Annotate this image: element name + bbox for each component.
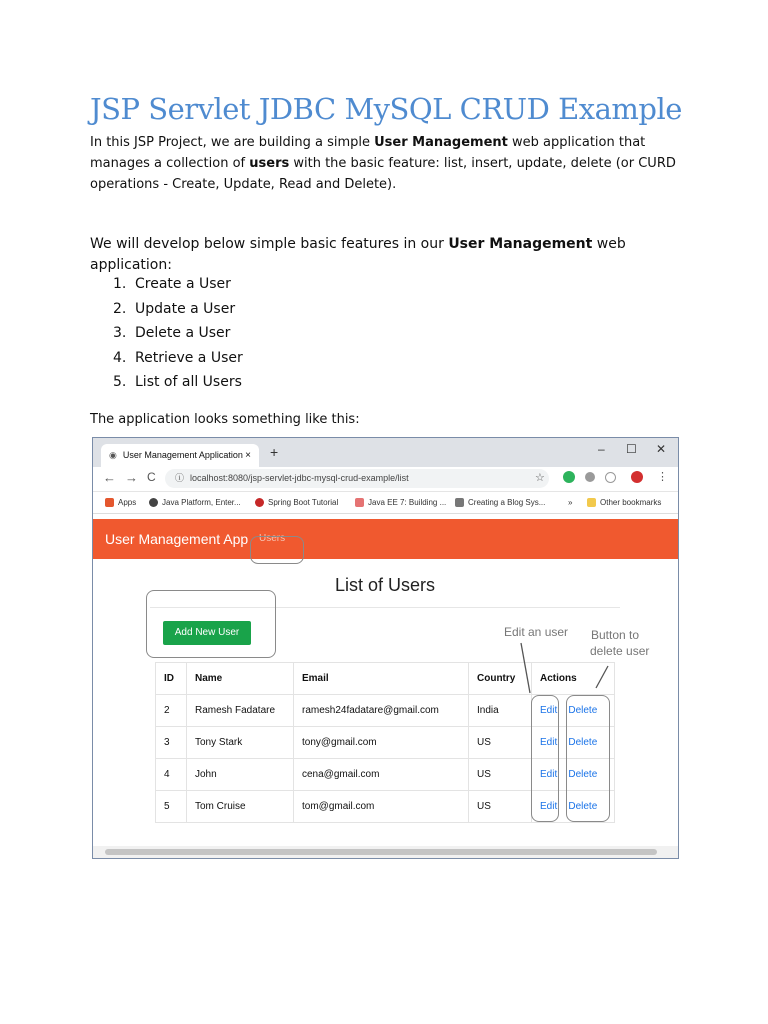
cell-email: cena@gmail.com <box>294 759 469 791</box>
column-header: Country <box>469 663 532 695</box>
delete-annotation-line1: Button to <box>591 628 640 642</box>
edit-arrow <box>521 643 530 693</box>
feature-list <box>113 272 243 395</box>
delete-link[interactable]: Delete <box>568 737 598 748</box>
cell-id: 3 <box>156 727 187 759</box>
other-bookmarks[interactable]: Other bookmarks <box>587 492 661 513</box>
browser-menu-icon[interactable]: ⋮ <box>657 471 668 483</box>
maximize-button[interactable]: ☐ <box>626 442 637 456</box>
edit-annotation: Edit an user <box>504 625 569 639</box>
delete-arrow <box>596 666 608 688</box>
bookmark-item[interactable]: Spring Boot Tutorial <box>255 492 338 513</box>
cell-email: tony@gmail.com <box>294 727 469 759</box>
cell-name: Tom Cruise <box>187 791 294 823</box>
edit-link[interactable]: Edit <box>540 705 558 716</box>
delete-link[interactable]: Delete <box>568 769 598 780</box>
cell-country: India <box>469 695 532 727</box>
bookmark-star-icon[interactable]: ☆ <box>535 472 545 484</box>
list-heading: List of Users <box>335 575 436 595</box>
browser-tab[interactable]: ◉ User Management Application × <box>101 444 259 467</box>
bookmark-item[interactable]: Java Platform, Enter... <box>149 492 241 513</box>
close-window-button[interactable]: ✕ <box>656 442 667 456</box>
app-looks-text: The application looks something like this: <box>90 412 360 427</box>
bookmark-apps[interactable]: Apps <box>105 492 136 513</box>
cell-name: John <box>187 759 294 791</box>
cell-name: Ramesh Fadatare <box>187 695 294 727</box>
reload-button[interactable]: C <box>147 470 156 484</box>
list-item: 3. Delete a User <box>113 325 231 341</box>
edit-link[interactable]: Edit <box>540 801 558 812</box>
column-header: ID <box>156 663 187 695</box>
forward-button[interactable]: → <box>125 470 138 485</box>
minimize-button[interactable]: – <box>598 442 605 456</box>
bookmark-item[interactable]: Java EE 7: Building ... <box>355 492 446 513</box>
page-title: JSP Servlet JDBC MySQL CRUD Example <box>90 92 682 126</box>
info-icon: ⓘ <box>175 473 185 483</box>
add-user-button[interactable]: Add New User <box>163 621 251 645</box>
back-button[interactable]: ← <box>103 470 116 485</box>
cell-name: Tony Stark <box>187 727 294 759</box>
delete-link[interactable]: Delete <box>568 705 598 716</box>
nav-users[interactable]: Users <box>259 533 286 544</box>
column-header: Actions <box>532 663 615 695</box>
bookmark-item[interactable]: Creating a Blog Sys... <box>455 492 545 513</box>
url-field[interactable]: ⓘ localhost:8080/jsp-servlet-jdbc-mysql-crud-example/list <box>165 469 549 488</box>
delete-annotation-line2: delete user <box>590 644 650 658</box>
cell-country: US <box>469 791 532 823</box>
app-screenshot <box>92 437 679 859</box>
cell-country: US <box>469 727 532 759</box>
cell-id: 2 <box>156 695 187 727</box>
annotation-arrows <box>93 438 678 858</box>
cell-email: tom@gmail.com <box>294 791 469 823</box>
features-intro: We will develop below simple basic features in our User Management web application: <box>90 236 626 273</box>
cell-email: ramesh24fadatare@gmail.com <box>294 695 469 727</box>
column-header: Email <box>294 663 469 695</box>
edit-link[interactable]: Edit <box>540 737 558 748</box>
list-item: 2. Update a User <box>113 300 236 317</box>
intro-paragraph: In this JSP Project, we are building a simple User Management web application that manages a collection of users with the basic feature: list, insert, update, delete (or CURD operations - Create, Update, Read and Delete). <box>90 135 676 192</box>
cell-id: 4 <box>156 759 187 791</box>
delete-link[interactable]: Delete <box>568 801 598 812</box>
globe-icon: ◉ <box>109 450 117 460</box>
tab-close-icon[interactable]: × <box>245 450 251 461</box>
cell-id: 5 <box>156 791 187 823</box>
column-header: Name <box>187 663 294 695</box>
new-tab-button[interactable]: + <box>270 444 279 460</box>
list-item: 5. List of all Users <box>113 374 242 390</box>
list-item: 4. Retrieve a User <box>113 349 243 366</box>
more-bookmarks[interactable]: » <box>568 498 573 507</box>
cell-country: US <box>469 759 532 791</box>
edit-link[interactable]: Edit <box>540 769 558 780</box>
list-item: 1. Create a User <box>113 276 231 292</box>
app-brand[interactable]: User Management App <box>105 531 249 547</box>
